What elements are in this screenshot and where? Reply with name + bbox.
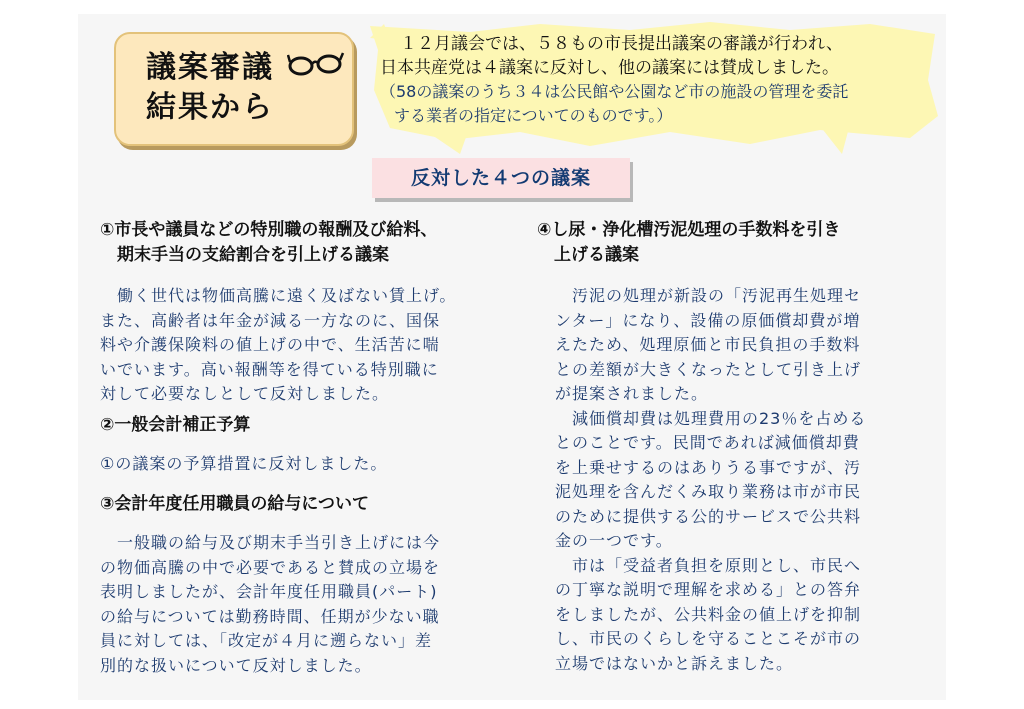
- body-line: が提案されました。: [555, 384, 709, 403]
- body-line: 表明しましたが、会計年度任用職員(パート): [100, 582, 438, 601]
- glasses-icon: [287, 50, 345, 78]
- item-title-line: 期末手当の支給割合を引上げる議案: [100, 245, 389, 265]
- item-2: [100, 413, 530, 477]
- intro-line: 日本共産党は４議案に反対し、他の議案には賛成しました。: [380, 58, 839, 78]
- item-title-line: ③会計年度任用職員の給与について: [100, 494, 370, 514]
- item-title: [100, 413, 530, 438]
- item-1: [100, 218, 530, 407]
- item-title: [100, 218, 530, 268]
- intro-note-line: （58の議案のうち３４は公民館や公園など市の施設の管理を委託: [380, 82, 849, 101]
- item-title-line: 上げる議案: [537, 245, 639, 265]
- body-line: ①の議案の予算措置に反対しました。: [100, 454, 388, 473]
- intro-text: [380, 32, 940, 128]
- page-title: [146, 48, 274, 128]
- item-title: [537, 218, 937, 268]
- body-line: の給与については勤務時間、任期が少ない職: [100, 606, 440, 626]
- item-body: [100, 284, 530, 407]
- body-line: 減価償却費は処理費用の23％を占める: [555, 408, 867, 428]
- body-line: 泥処理を含んだくみ取り業務は市が市民: [555, 482, 862, 501]
- item-body: [100, 531, 530, 678]
- intro-note-line: する業者の指定についてのものです。）: [394, 106, 673, 125]
- body-line: の物価高騰の中で必要であると賛成の立場を: [100, 557, 441, 577]
- body-line: を上乗せするのはありうる事ですが、汚: [555, 457, 862, 477]
- item-body: [100, 452, 530, 477]
- body-line: 料や介護保険料の値上げの中で、生活苦に喘: [100, 335, 440, 354]
- item-title-line: ②一般会計補正予算: [100, 415, 251, 435]
- item-title-line: ④し尿・浄化槽汚泥処理の手数料を引き: [537, 220, 841, 240]
- body-line: 一般職の給与及び期末手当引き上げには今: [100, 533, 441, 552]
- item-title: [100, 492, 530, 517]
- body-line: また、高齢者は年金が減る一方なのに、国保: [100, 310, 441, 330]
- body-line: 働く世代は物価高騰に遠く及ばない賃上げ。: [100, 286, 457, 305]
- body-line: 汚泥の処理が新設の「汚泥再生処理セ: [555, 286, 862, 305]
- body-line: 員に対しては、「改定が４月に遡らない」差: [100, 631, 433, 650]
- body-line: をしましたが、公共料金の値上げを抑制: [555, 604, 862, 624]
- body-line: えたため、処理原価と市民負担の手数料: [555, 335, 861, 354]
- intro-line: １２月議会では、５８もの市長提出議案の審議が行われ、: [400, 34, 844, 54]
- item-title-line: ①市長や議員などの特別職の報酬及び給料、: [100, 220, 438, 240]
- body-line: いでいます。高い報酬等を得ている特別職に: [100, 359, 439, 379]
- body-line: 対して必要なしとして反対しました。: [100, 384, 390, 403]
- item-4: [537, 218, 937, 676]
- title-line: 結果から: [146, 90, 274, 125]
- body-line: の丁寧な説明で理解を求める」との答弁: [555, 580, 862, 599]
- item-3: [100, 492, 530, 678]
- section-heading: 反対した４つの議案: [372, 158, 630, 198]
- body-line: し、市民のくらしを守ることこそが市の: [555, 629, 862, 648]
- body-line: ンター」になり、設備の原価償却費が増: [555, 310, 861, 330]
- body-line: との差額が大きくなったとして引き上げ: [555, 359, 862, 379]
- body-line: とのことです。民間であれば減価償却費: [555, 433, 860, 452]
- body-line: 立場ではないかと訴えました。: [555, 653, 794, 673]
- body-line: 別的な扱いについて反対しました。: [100, 655, 372, 675]
- body-line: のために提供する公的サービスで公共料: [555, 506, 862, 526]
- body-line: 市は「受益者負担を原則とし、市民へ: [555, 555, 862, 575]
- title-line: 議案審議: [146, 50, 274, 85]
- item-body: [537, 284, 937, 676]
- body-line: 金の一つです。: [555, 531, 673, 550]
